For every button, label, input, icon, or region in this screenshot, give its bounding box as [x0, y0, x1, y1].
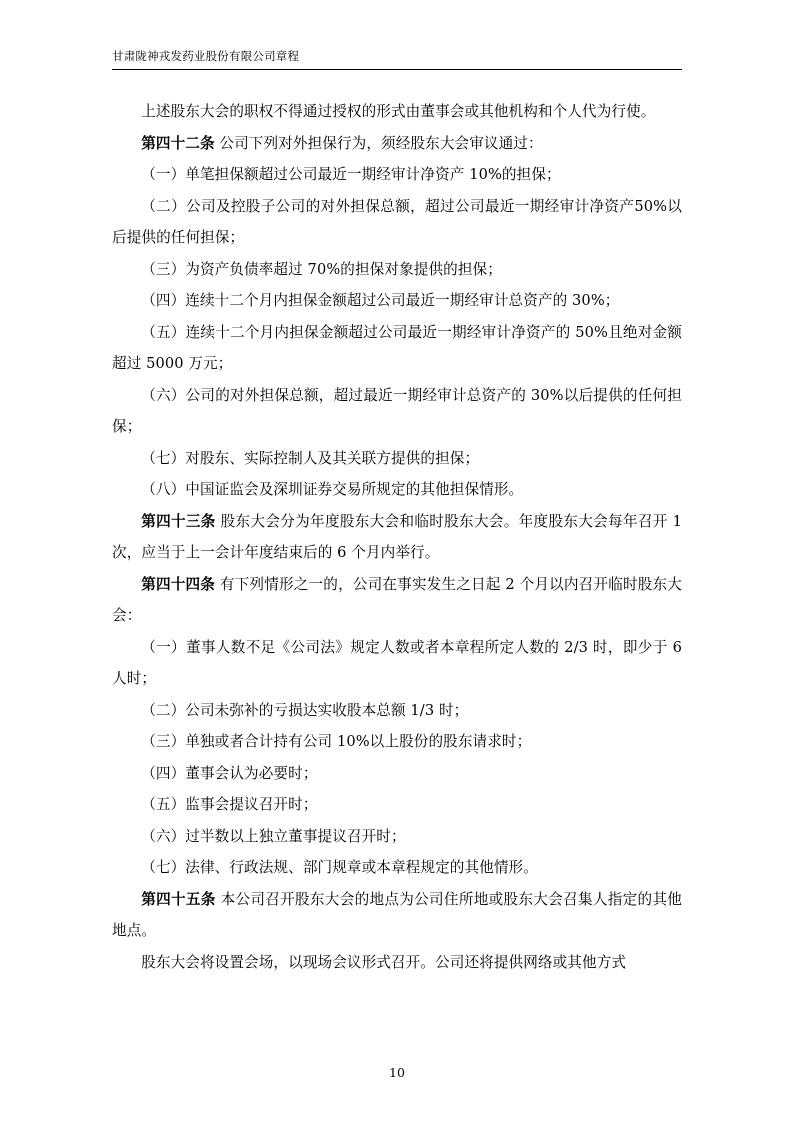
paragraph-text: （二）公司及控股子公司的对外担保总额，超过公司最近一期经审计净资产50%以后提供的任何担保；	[112, 197, 682, 247]
document-paragraph	[112, 884, 682, 947]
document-paragraph	[112, 726, 682, 758]
document-paragraph	[112, 506, 682, 569]
article-number: 第四十五条	[141, 890, 216, 908]
document-paragraph	[112, 96, 682, 128]
paragraph-text: 公司下列对外担保行为，须经股东大会审议通过：	[219, 134, 543, 152]
paragraph-text: （五）连续十二个月内担保金额超过公司最近一期经审计净资产的 50%且绝对金额超过 5000 万元；	[112, 323, 682, 373]
document-paragraph	[112, 695, 682, 727]
paragraph-text: （四）连续十二个月内担保金额超过公司最近一期经审计总资产的 30%；	[141, 292, 620, 310]
paragraph-text: 股东大会将设置会场，以现场会议形式召开。公司还将提供网络或其他方式	[141, 953, 627, 971]
document-paragraph	[112, 947, 682, 979]
paragraph-text: 有下列情形之一的，公司在事实发生之日起 2 个月以内召开临时股东大会：	[112, 575, 682, 625]
paragraph-text: （一）单笔担保额超过公司最近一期经审计净资产 10%的担保；	[141, 166, 561, 184]
document-paragraph	[112, 159, 682, 191]
paragraph-text: 股东大会分为年度股东大会和临时股东大会。年度股东大会每年召开 1 次，应当于上一会计年度结束后的 6 个月内举行。	[112, 512, 682, 562]
paragraph-text: （二）公司未弥补的亏损达实收股本总额 1/3 时；	[141, 701, 469, 719]
document-paragraph	[112, 474, 682, 506]
paragraph-text: （五）监事会提议召开时；	[141, 796, 318, 814]
article-number: 第四十四条	[141, 575, 216, 593]
paragraph-text: （四）董事会认为必要时；	[141, 764, 318, 782]
paragraph-text: （六）过半数以上独立董事提议召开时；	[141, 827, 406, 845]
document-paragraph	[112, 380, 682, 443]
document-paragraph	[112, 789, 682, 821]
document-paragraph	[112, 191, 682, 254]
document-paragraph	[112, 821, 682, 853]
document-paragraph	[112, 758, 682, 790]
page-header: 甘肃陇神戎发药业股份有限公司章程	[112, 48, 682, 70]
paragraph-text: 本公司召开股东大会的地点为公司住所地或股东大会召集人指定的其他地点。	[112, 890, 682, 940]
paragraph-text: （七）对股东、实际控制人及其关联方提供的担保；	[141, 449, 480, 467]
document-paragraph	[112, 632, 682, 695]
document-paragraph	[112, 443, 682, 475]
article-number: 第四十三条	[141, 512, 216, 530]
document-paragraph	[112, 317, 682, 380]
paragraph-text: （六）公司的对外担保总额，超过最近一期经审计总资产的 30%以后提供的任何担保；	[112, 386, 682, 436]
paragraph-text: （七）法律、行政法规、部门规章或本章程规定的其他情形。	[141, 859, 538, 877]
paragraph-text: （三）单独或者合计持有公司 10%以上股份的股东请求时；	[141, 733, 532, 751]
article-number: 第四十二条	[141, 134, 215, 152]
paragraph-text: 上述股东大会的职权不得通过授权的形式由董事会或其他机构和个人代为行使。	[141, 103, 656, 121]
paragraph-text: （一）董事人数不足《公司法》规定人数或者本章程所定人数的 2/3 时，即少于 6 人时；	[112, 638, 682, 688]
paragraph-text: （八）中国证监会及深圳证券交易所规定的其他担保情形。	[141, 481, 524, 499]
paragraph-text: （三）为资产负债率超过 70%的担保对象提供的担保；	[141, 260, 502, 278]
document-paragraph	[112, 254, 682, 286]
document-paragraph	[112, 285, 682, 317]
page-number: 10	[389, 1065, 405, 1080]
document-paragraph	[112, 852, 682, 884]
document-paragraph	[112, 569, 682, 632]
document-paragraph	[112, 128, 682, 160]
document-body	[112, 96, 682, 978]
